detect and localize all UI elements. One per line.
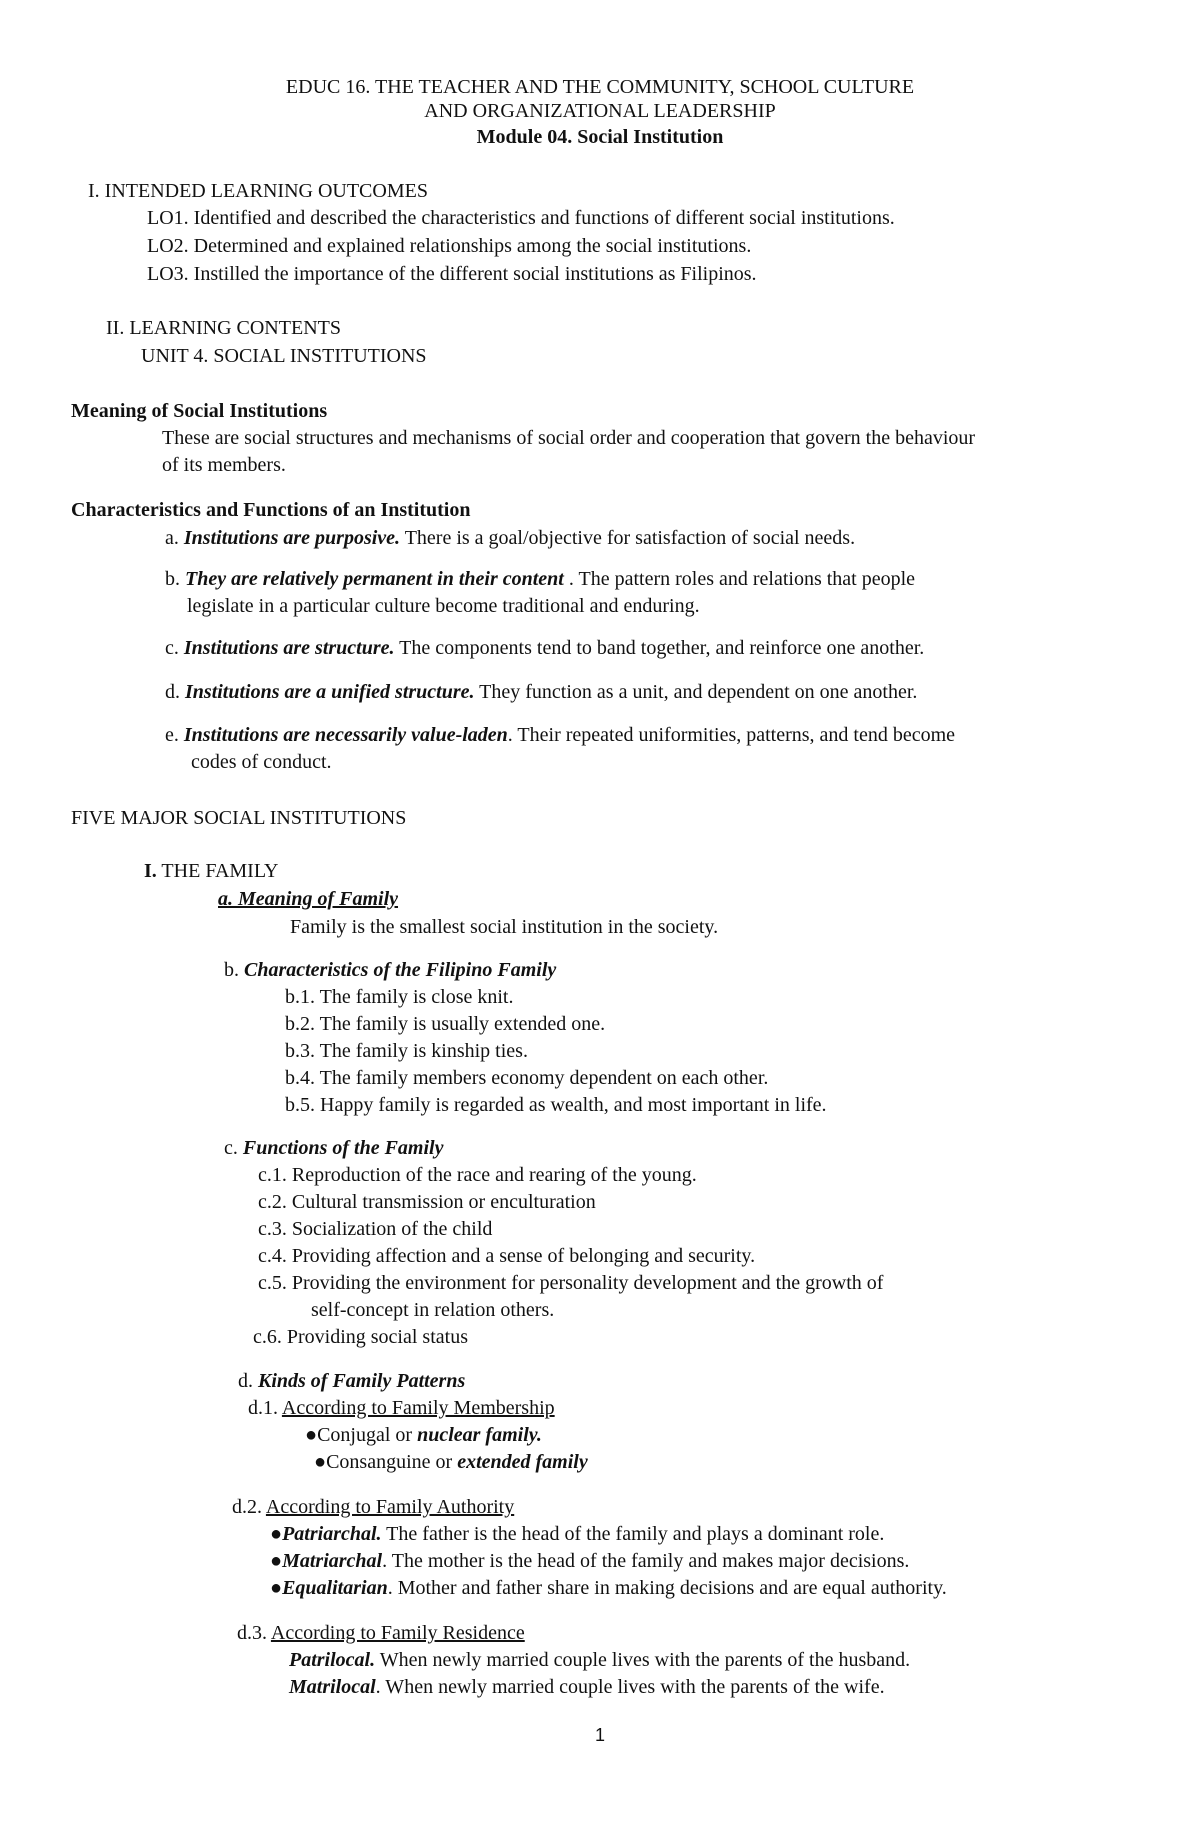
family-heading: [144, 858, 279, 884]
five-major-heading: FIVE MAJOR SOCIAL INSTITUTIONS: [71, 807, 407, 829]
characteristic-item-d: [165, 679, 917, 705]
item-title: Institutions are purposive.: [183, 527, 401, 549]
document-title-line-2: AND ORGANIZATIONAL LEADERSHIP: [424, 100, 776, 122]
item-text: Conjugal or: [317, 1424, 418, 1446]
item-title: Institutions are structure.: [183, 637, 395, 659]
characteristic-item-e: [165, 722, 955, 748]
family-function-4: c.4. Providing affection and a sense of belonging and security.: [258, 1245, 756, 1267]
family-characteristics-heading: [224, 957, 556, 983]
item-text: . Mother and father share in making decisions and are equal authority.: [387, 1577, 947, 1599]
item-title: They are relatively permanent in their content: [185, 568, 564, 590]
bullet-icon: ●: [270, 1577, 283, 1599]
family-title: THE FAMILY: [156, 860, 279, 882]
membership-item-consanguine: [314, 1449, 588, 1475]
item-letter: a.: [165, 527, 184, 549]
ilo-item-1: LO1. Identified and described the characteristics and functions of different social institutions.: [147, 207, 895, 229]
meaning-text-line-1: These are social structures and mechanisms of social order and cooperation that govern the behaviour: [162, 427, 976, 449]
family-function-3: c.3. Socialization of the child: [258, 1218, 493, 1240]
ilo-item-3: LO3. Instilled the importance of the different social institutions as Filipinos.: [147, 263, 757, 285]
family-function-1: c.1. Reproduction of the race and rearing of the young.: [258, 1164, 697, 1186]
item-text: . The mother is the head of the family and makes major decisions.: [382, 1550, 910, 1572]
item-emphasis: Equalitarian: [282, 1577, 388, 1599]
family-characteristic-4: b.4. The family members economy dependent on each other.: [285, 1067, 769, 1089]
family-characteristic-3: b.3. The family is kinship ties.: [285, 1040, 528, 1062]
family-characteristic-1: b.1. The family is close knit.: [285, 986, 514, 1008]
item-letter: e.: [165, 724, 184, 746]
family-functions-heading: [224, 1135, 443, 1161]
contents-heading: II. LEARNING CONTENTS: [106, 317, 341, 339]
meaning-heading: Meaning of Social Institutions: [71, 400, 328, 422]
characteristic-item-b-continuation: legislate in a particular culture become traditional and enduring.: [187, 595, 700, 617]
page-number: 1: [594, 1725, 605, 1745]
authority-heading: [232, 1494, 514, 1520]
item-text: . When newly married couple lives with the parents of the wife.: [375, 1676, 885, 1698]
item-text: . Their repeated uniformities, patterns, and tend become: [507, 724, 956, 746]
authority-item-equalitarian: [270, 1575, 947, 1601]
family-meaning-heading: a. Meaning of Family: [218, 888, 399, 910]
item-emphasis: Patrilocal.: [289, 1649, 376, 1671]
characteristic-item-a: [165, 525, 855, 551]
item-emphasis: Matrilocal: [289, 1676, 376, 1698]
bullet-icon: ●: [270, 1523, 283, 1545]
item-emphasis: nuclear family.: [417, 1424, 542, 1446]
section-letter: c.: [224, 1137, 243, 1159]
characteristics-heading: Characteristics and Functions of an Institution: [71, 499, 471, 521]
ilo-heading: I. INTENDED LEARNING OUTCOMES: [88, 180, 428, 202]
authority-item-patriarchal: [270, 1521, 884, 1547]
characteristic-item-b: [165, 566, 915, 592]
residence-item-patrilocal: [289, 1647, 910, 1673]
bullet-icon: ●: [305, 1424, 318, 1446]
item-text: There is a goal/objective for satisfaction of social needs.: [400, 527, 856, 549]
authority-item-matriarchal: [270, 1548, 909, 1574]
characteristic-item-e-continuation: codes of conduct.: [191, 751, 332, 773]
item-letter: c.: [165, 637, 184, 659]
section-letter: b.: [224, 959, 244, 981]
unit-title: UNIT 4. SOCIAL INSTITUTIONS: [141, 345, 427, 367]
subsection-prefix: d.1.: [248, 1397, 282, 1419]
family-characteristic-5: b.5. Happy family is regarded as wealth, and most important in life.: [285, 1094, 827, 1116]
family-number: I.: [144, 860, 157, 882]
item-text: Consanguine or: [326, 1451, 458, 1473]
section-title: Characteristics of the Filipino Family: [244, 959, 557, 981]
item-text: They function as a unit, and dependent on one another.: [474, 681, 918, 703]
family-function-2: c.2. Cultural transmission or enculturation: [258, 1191, 596, 1213]
item-title: Institutions are a unified structure.: [185, 681, 475, 703]
family-meaning-text: Family is the smallest social institution in the society.: [290, 916, 719, 938]
subsection-title: According to Family Authority: [265, 1496, 515, 1518]
section-letter: d.: [238, 1370, 258, 1392]
residence-heading: [237, 1620, 525, 1646]
family-function-5: c.5. Providing the environment for personality development and the growth of: [258, 1272, 884, 1294]
subsection-prefix: d.3.: [237, 1622, 271, 1644]
item-title: Institutions are necessarily value-laden: [183, 724, 508, 746]
section-title: Kinds of Family Patterns: [258, 1370, 466, 1392]
item-text: The father is the head of the family and plays a dominant role.: [381, 1523, 885, 1545]
section-title: Functions of the Family: [242, 1137, 444, 1159]
membership-item-conjugal: [305, 1422, 542, 1448]
meaning-text-line-2: of its members.: [162, 454, 286, 476]
item-text: . The pattern roles and relations that people: [563, 568, 916, 590]
family-function-5-continuation: self-concept in relation others.: [311, 1299, 555, 1321]
bullet-icon: ●: [314, 1451, 327, 1473]
item-text: The components tend to band together, and reinforce one another.: [394, 637, 925, 659]
family-patterns-heading: [238, 1368, 465, 1394]
residence-item-matrilocal: [289, 1674, 885, 1700]
item-emphasis: extended family: [457, 1451, 588, 1473]
item-letter: d.: [165, 681, 185, 703]
item-emphasis: Matriarchal: [282, 1550, 383, 1572]
ilo-item-2: LO2. Determined and explained relationships among the social institutions.: [147, 235, 752, 257]
bullet-icon: ●: [270, 1550, 283, 1572]
item-emphasis: Patriarchal.: [282, 1523, 382, 1545]
subsection-title: According to Family Membership: [281, 1397, 555, 1419]
membership-heading: [248, 1395, 555, 1421]
family-function-6: c.6. Providing social status: [253, 1326, 468, 1348]
characteristic-item-c: [165, 635, 924, 661]
subsection-prefix: d.2.: [232, 1496, 266, 1518]
item-text: When newly married couple lives with the parents of the husband.: [375, 1649, 911, 1671]
document-title-line-1: EDUC 16. THE TEACHER AND THE COMMUNITY, SCHOOL CULTURE: [285, 76, 915, 98]
item-letter: b.: [165, 568, 185, 590]
family-characteristic-2: b.2. The family is usually extended one.: [285, 1013, 606, 1035]
module-title: Module 04. Social Institution: [476, 126, 724, 148]
subsection-title: According to Family Residence: [270, 1622, 525, 1644]
